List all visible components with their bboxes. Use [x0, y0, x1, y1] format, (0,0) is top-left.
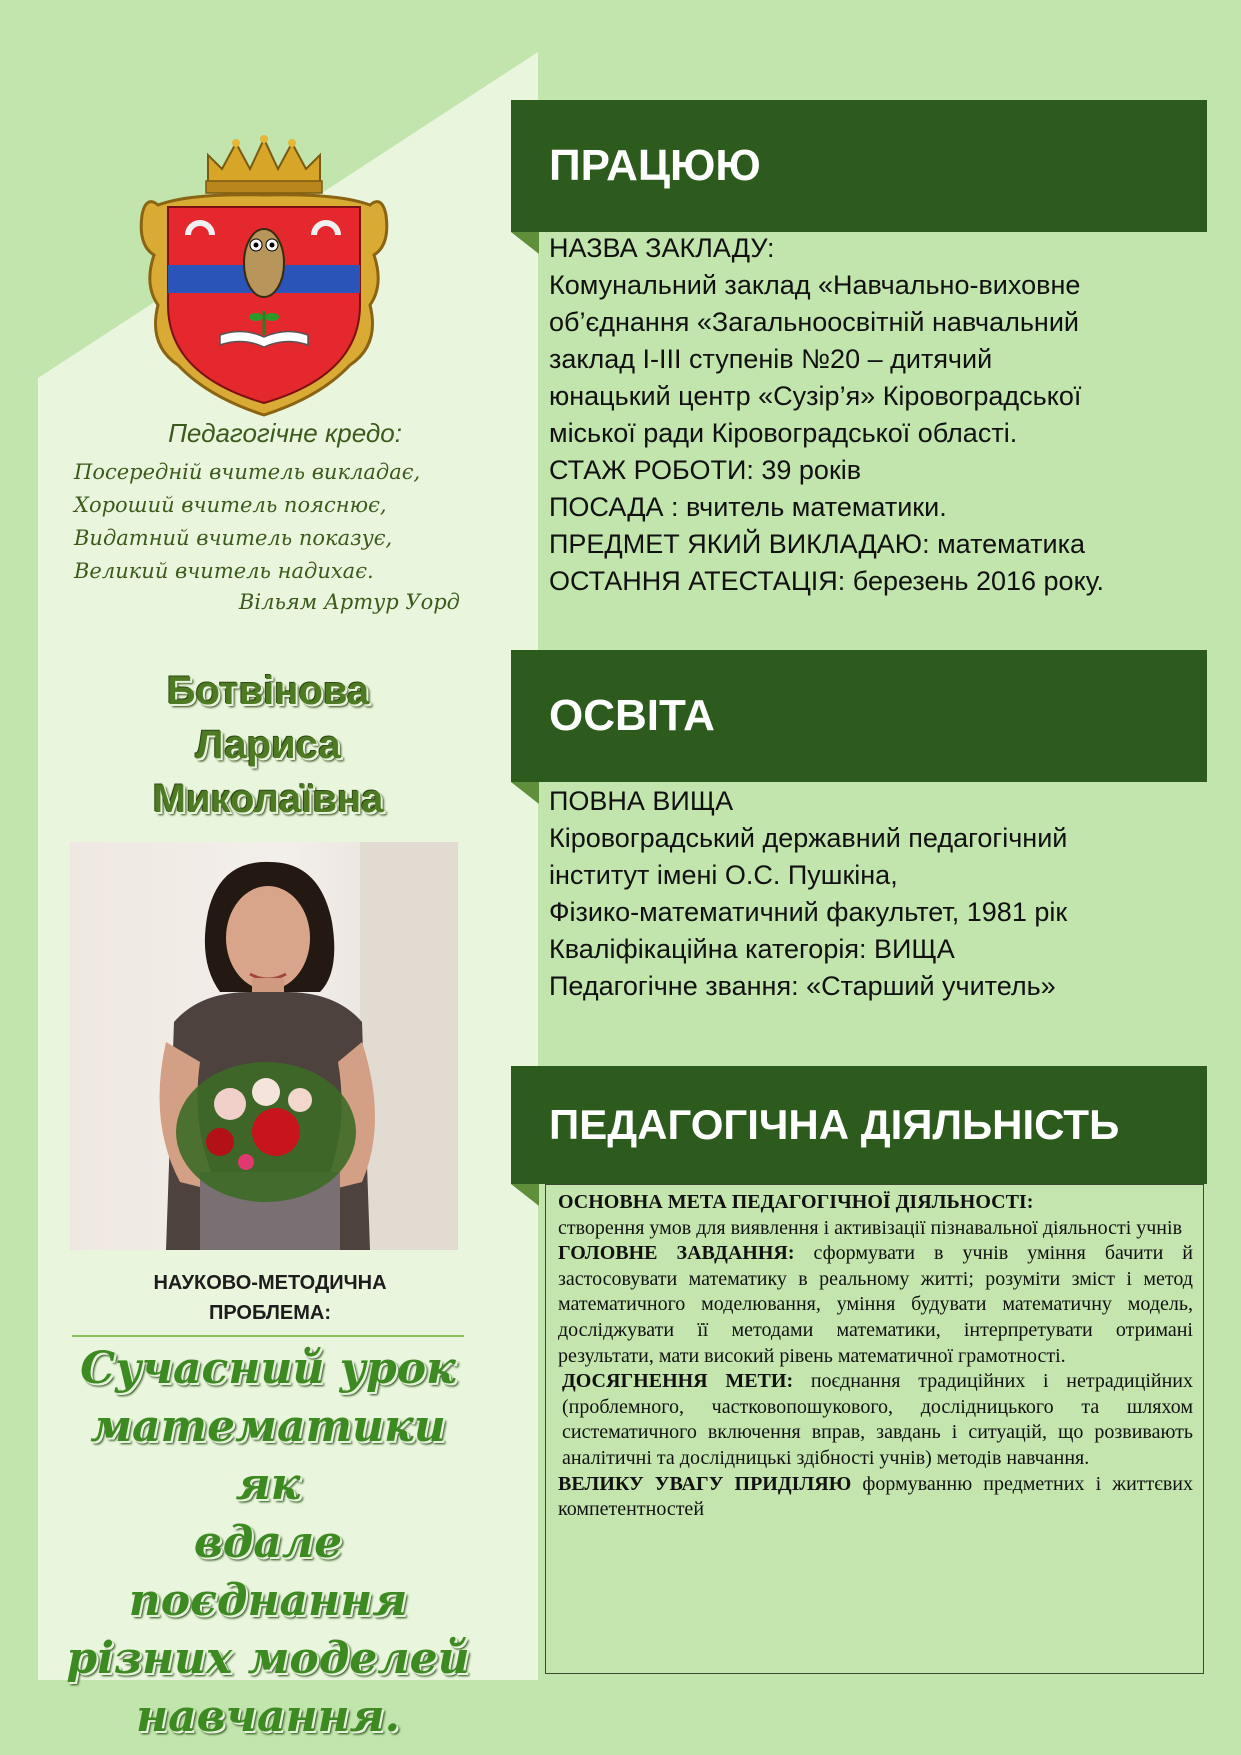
name-line: Ботвінова	[166, 669, 370, 713]
problem-title-line: НАУКОВО-МЕТОДИЧНА	[153, 1272, 387, 1294]
name-line: Миколаївна	[152, 777, 384, 821]
info-line: інститут імені О.С. Пушкіна,	[549, 860, 898, 890]
info-line: міської ради Кіровоградської області.	[549, 418, 1018, 448]
name-line: Лариса	[195, 723, 341, 767]
section-title: ПЕДАГОГІЧНА ДІЯЛЬНІСТЬ	[549, 1101, 1120, 1148]
goal-paragraph	[558, 1190, 1193, 1241]
info-line: Комунальний заклад «Навчально-виховне	[549, 270, 1081, 300]
problem-line: різних моделей	[66, 1633, 470, 1684]
problem-title	[70, 1268, 470, 1328]
goal-label: ОСНОВНА МЕТА ПЕДАГОГІЧНОЇ ДІЯЛЬНОСТІ:	[558, 1191, 1034, 1213]
portrait-illustration	[70, 842, 458, 1250]
credo-line: Посередній вчитель викладає,	[74, 460, 421, 484]
section-header-education	[511, 650, 1207, 782]
info-line: Фізико-математичний факультет, 1981 рік	[549, 897, 1068, 927]
info-line: Кваліфікаційна категорія: ВИЩА	[549, 934, 955, 964]
coat-of-arms-emblem	[138, 135, 390, 420]
problem-statement	[62, 1340, 474, 1746]
education-info	[549, 783, 1195, 1005]
problem-line: вдале поєднання	[128, 1517, 408, 1626]
task-paragraph	[558, 1241, 1193, 1369]
work-info	[549, 230, 1195, 600]
section-header-pedagogy	[511, 1066, 1207, 1184]
credo-line: Великий вчитель надихає.	[74, 559, 374, 583]
goal-text: створення умов для виявлення і активізації пізнавальної діяльності учнів	[558, 1216, 1183, 1239]
ribbon-fold-icon	[511, 782, 539, 804]
info-line: заклад І-ІІІ ступенів №20 – дитячий	[549, 344, 993, 374]
credo-line: Хороший вчитель пояснює,	[74, 493, 387, 517]
pedagogy-box	[545, 1184, 1204, 1674]
info-line: ПОВНА ВИЩА	[549, 786, 734, 816]
credo-author: Вільям Артур Уорд	[238, 590, 460, 614]
info-line: юнацький центр «Сузір’я» Кіровоградської	[549, 381, 1082, 411]
problem-line: навчання.	[136, 1691, 400, 1742]
task-label: ГОЛОВНЕ ЗАВДАННЯ:	[558, 1242, 795, 1265]
section-title: ОСВІТА	[549, 691, 715, 740]
credo-title: Педагогічне кредо:	[168, 418, 402, 448]
attention-paragraph	[558, 1472, 1193, 1523]
section-title: ПРАЦЮЮ	[549, 141, 761, 190]
info-line: ОСТАННЯ АТЕСТАЦІЯ: березень 2016 року.	[549, 566, 1104, 596]
info-line: ПРЕДМЕТ ЯКИЙ ВИКЛАДАЮ: математика	[549, 529, 1086, 559]
problem-title-line: ПРОБЛЕМА:	[208, 1302, 332, 1324]
info-line: Педагогічне звання: «Старший учитель»	[549, 971, 1056, 1001]
info-line: СТАЖ РОБОТИ: 39 років	[549, 455, 862, 485]
section-header-work	[511, 100, 1207, 232]
ribbon-fold-icon	[511, 232, 539, 254]
info-line: НАЗВА ЗАКЛАДУ:	[549, 233, 775, 263]
achieve-label: ДОСЯГНЕННЯ МЕТИ:	[562, 1370, 794, 1393]
teacher-name	[68, 664, 468, 826]
task-text: сформувати в учнів уміння бачити й застосовувати математику в реальному житті; розуміти зміст і метод математичного моделювання, уміння будувати математичну модель, досліджувати її методами математики, інтерпретувати отримані результати, мати високий рівень математичної грамотності.	[558, 1242, 1193, 1367]
divider	[72, 1335, 464, 1337]
achieve-paragraph	[558, 1369, 1193, 1471]
achieve-text: поєднання традиційних і нетрадиційних (проблемного, частковопошукового, дослідницького та шляхом систематичного включення вправ, завдань і ситуацій, що розвивають аналітичні та дослідницькі здібності учнів) методів навчання.	[562, 1370, 1193, 1469]
attention-text: формуванню предметних і життєвих компетентностей	[558, 1472, 1194, 1521]
attention-label: ВЕЛИКУ УВАГУ ПРИДІЛЯЮ	[558, 1472, 852, 1495]
problem-line: Сучасний урок	[80, 1343, 456, 1394]
info-line: ПОСАДА : вчитель математики.	[549, 492, 947, 522]
credo-quote	[74, 456, 494, 588]
ribbon-fold-icon	[511, 1184, 539, 1206]
info-line: Кіровоградський державний педагогічний	[549, 823, 1068, 853]
problem-line: математики як	[90, 1401, 446, 1510]
teacher-photo	[70, 842, 458, 1250]
info-line: об’єднання «Загальноосвітній навчальний	[549, 307, 1079, 337]
credo-line: Видатний вчитель показує,	[74, 526, 393, 550]
